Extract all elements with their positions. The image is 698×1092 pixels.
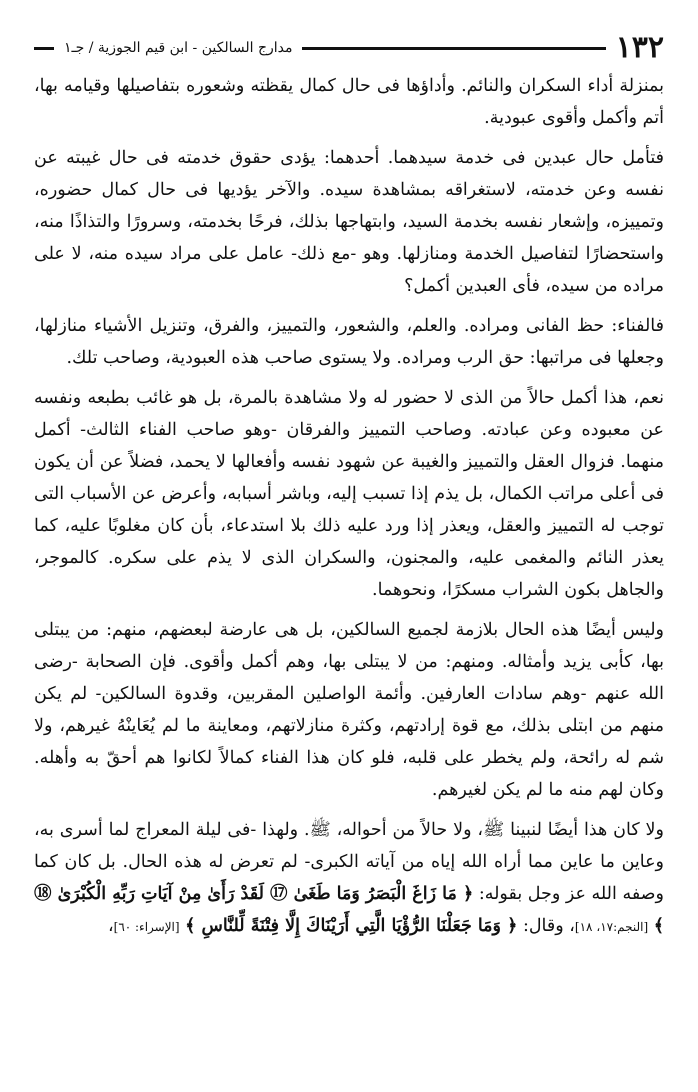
header-rule: [302, 47, 605, 50]
header-dash: [34, 47, 54, 50]
quran-quote: ﴿ مَا زَاغَ الْبَصَرُ وَمَا طَغَىٰ ⑰ لَقَدْ رَأَىٰ مِنْ آيَاتِ رَبِّهِ الْكُبْرَىٰ ⑱ ﴾: [34, 884, 664, 936]
paragraph: فتأمل حال عبدين فى خدمة سيدهما. أحدهما: يؤدى حقوق خدمته فى حال غيبته عن نفسه وعن خدمته، لاستغراقه بمشاهدة سيده. والآخر يؤديها فى حال كمال حضوره، وتمييزه، وإشعار نفسه بخدمة السيد، وابتهاجها بذلك، فرحًا بخدمته، وسرورًا والتذاذًا منه، واستحضارًا لتفاصيل الخدمة ومنازلها. وهو -مع ذلك- عامل على مراد سيده منه، لا على مراده من سيده، فأى العبدين أكمل؟: [34, 148, 664, 296]
paragraph-last: [34, 814, 664, 943]
paragraph: بمنزلة أداء السكران والنائم. وأداؤها فى حال كمال يقظته وشعوره بتفاصيلها وقيامه بها، أتم وأكمل وأقوى عبودية.: [34, 76, 664, 128]
end-mark: ،: [107, 916, 114, 936]
paragraph: وليس أيضًا هذه الحال بلازمة لجميع السالكين، بل هى عارضة لبعضهم، منهم: من يبتلى بها، كأبى يزيد وأمثاله. ومنهم: من لا يبتلى بها، وهم أكمل وأقوى. فإن الصحابة -رضى الله عنهم -وهم سادات العارفين. وأئمة الواصلين المقربين، وقدوة السالكين- لم يكن منهم من ابتلى بذلك، مع قوة إرادتهم، وكثرة منازلاتهم، ومعاينة ما لم يُعَاينْهُ غيرهم، ولا شم له رائحة، ولم يخطر على قلبه، فلو كان هذا الفناء كمالاً لكانوا هم أحقّ به وأهله. وكان لهم منه ما لم يكن لغيرهم.: [34, 620, 664, 800]
page-header: [34, 30, 664, 66]
paragraph: نعم، هذا أكمل حالاً من الذى لا حضور له ولا مشاهدة بالمرة، بل هو غائب بطبعه ونفسه عن معبوده وعن عبادته. وصاحب التمييز والفرقان -وهو صاحب الفناء الثالث- أكمل منهما. فزوال العقل والتمييز والغيبة عن شهود نفسه وأفعالها لا يحمد، فضلاً عن أن يكون فى أعلى مراتب الكمال، بل يذم إذا تسبب إليه، وباشر أسبابه، وأعرض عن الأسباب التى توجب له التمييز والعقل، ويعذر إذا ورد عليه ذلك بلا استدعاء، بأن كان مغلوبًا عليه، كما يعذر النائم والمغمى عليه، والمجنون، والسكران الذى لا يذم على سكره. كالموجر، والجاهل بكون الشراب مسكرًا، ونحوهما.: [34, 388, 664, 600]
page-number: ١٣٢: [615, 30, 664, 65]
paragraph-text: ولا كان هذا أيضًا لنبينا ﷺ، ولا حالاً من أحواله، ﷺ. ولهذا -فى ليلة المعراج لما أسرى به، وعاين ما عاين مما أراه الله إياه من آياته الكبرى- لم تعرض له هذه الحال. بل كان كما وصفه الله عز وجل بقوله:: [34, 820, 664, 904]
connector-text: ، وقال:: [522, 916, 575, 936]
paragraph: فالفناء: حظ الفانى ومراده. والعلم، والشعور، والتمييز، والفرق، وتنزيل الأشياء منازلها، وجعلها فى مراتبها: حق الرب ومراده. ولا يستوى صاحب هذه العبودية، وصاحب تلك.: [34, 316, 664, 368]
verse-reference: [الإسراء: ٦٠]: [113, 920, 180, 934]
body-text: [34, 70, 664, 943]
verse-reference: [النجم:١٧، ١٨]: [574, 920, 649, 934]
quran-quote: ﴿ وَمَا جَعَلْنَا الرُّؤْيَا الَّتِي أَرَيْنَاكَ إِلَّا فِتْنَةً لِّلنَّاسِ ﴾: [185, 916, 518, 936]
running-title: مدارج السالكين - ابن قيم الجوزية / جـ١: [64, 40, 293, 56]
